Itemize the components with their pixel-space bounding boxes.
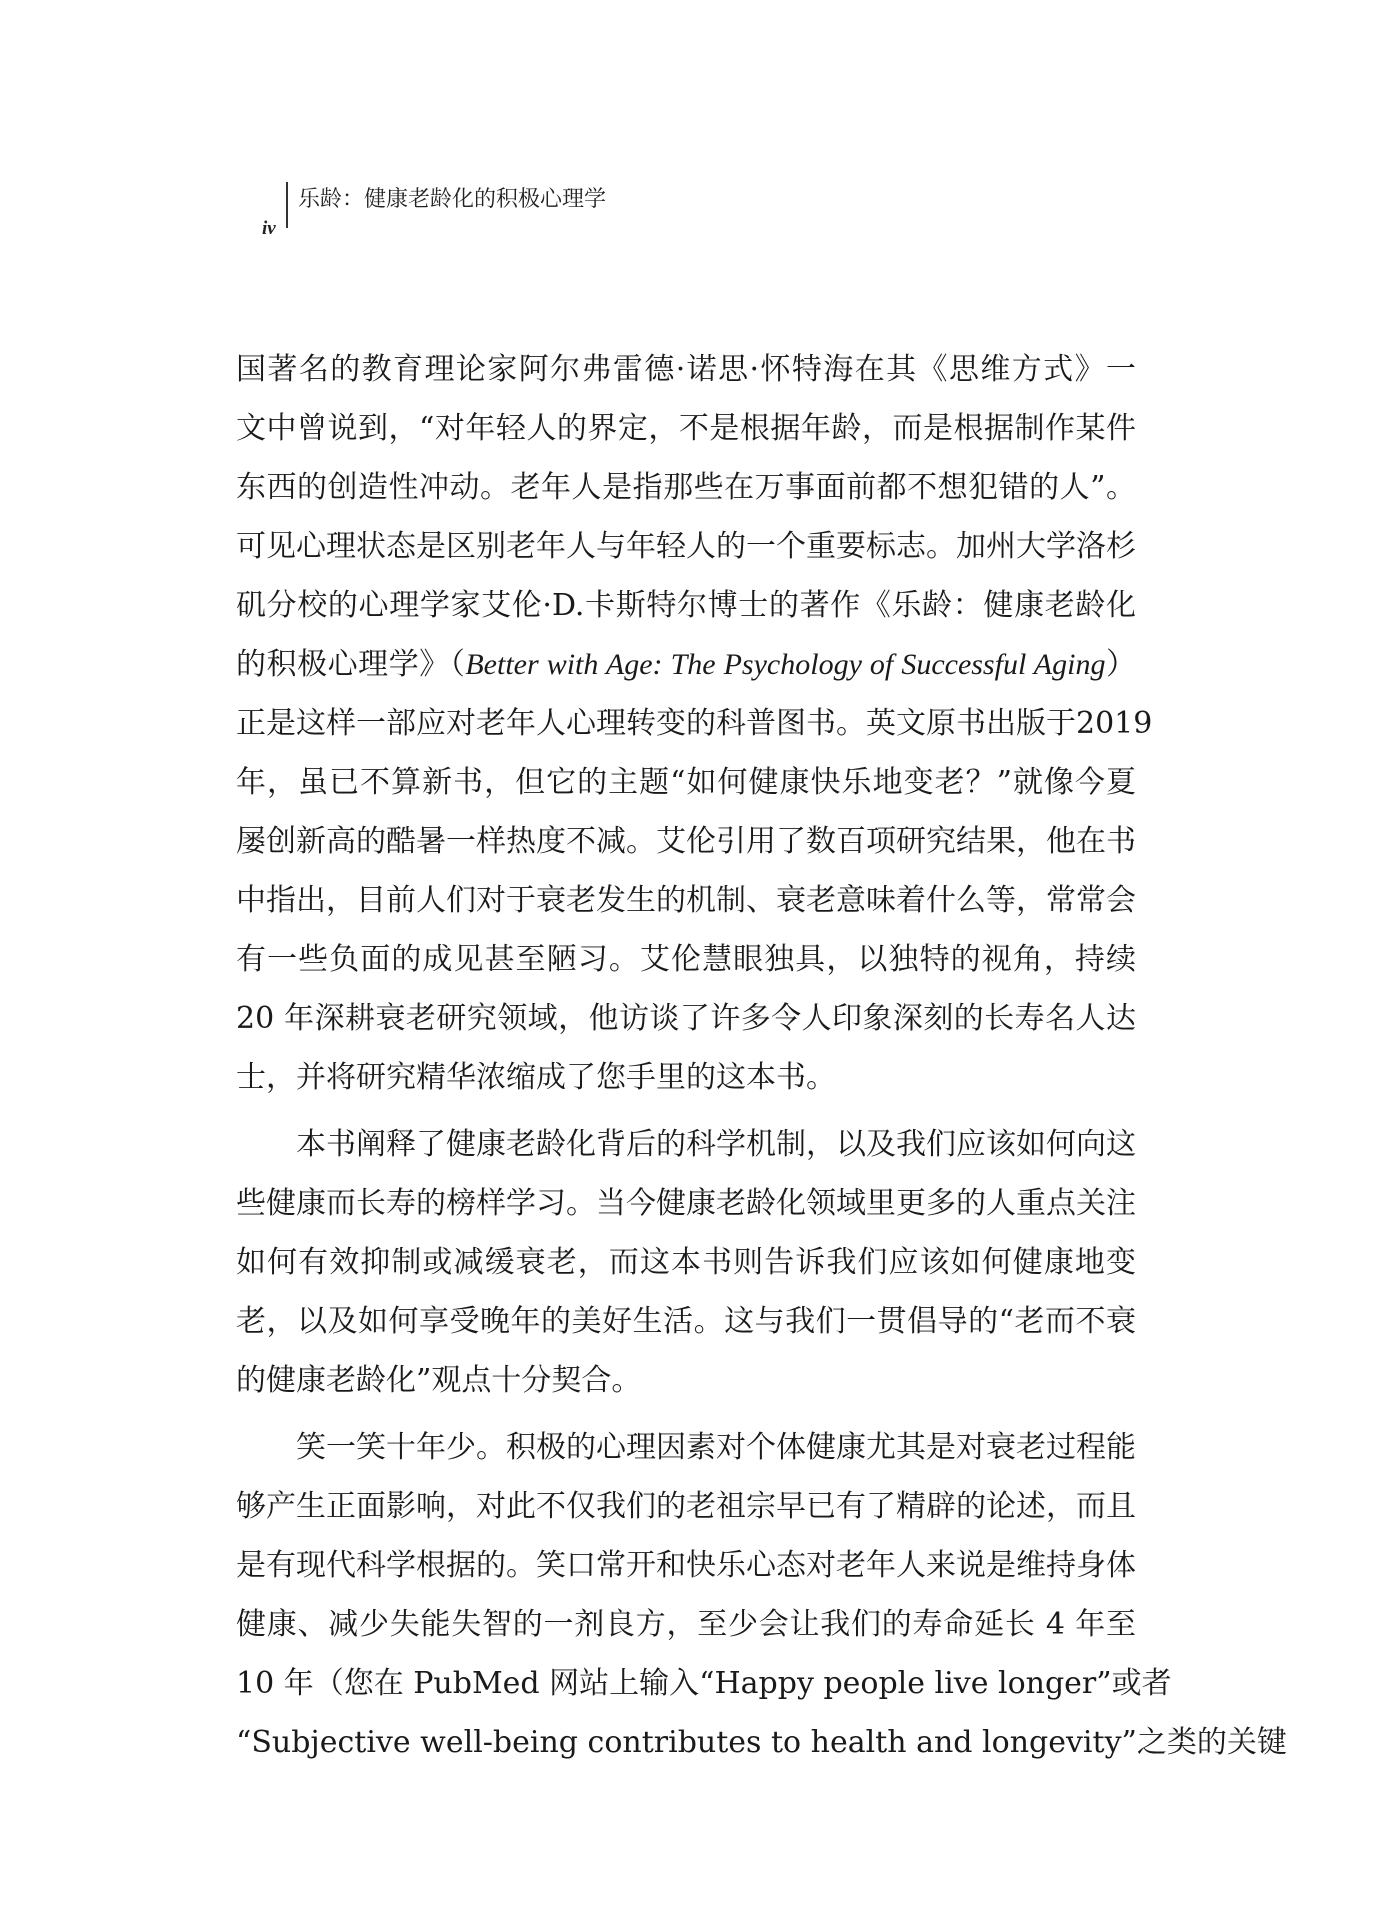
text-line: 屡创新高的酷暑一样热度不减。艾伦引用了数百项研究结果，他在书 xyxy=(236,824,1136,859)
text-line: 矶分校的心理学家艾伦·D.卡斯特尔博士的著作《乐龄：健康老龄化 xyxy=(236,588,1136,623)
page-number: iv xyxy=(262,218,276,239)
text-line: 本书阐释了健康老龄化背后的科学机制，以及我们应该如何向这 xyxy=(296,1127,1136,1162)
body-text xyxy=(236,340,1287,1772)
text-line: 老，以及如何享受晚年的美好生活。这与我们一贯倡导的“老而不衰 xyxy=(236,1304,1136,1339)
text-line: 国著名的教育理论家阿尔弗雷德·诺思·怀特海在其《思维方式》一 xyxy=(236,352,1136,387)
text-line: 正是这样一部应对老年人心理转变的科普图书。英文原书出版于2019 xyxy=(236,706,1153,741)
running-header xyxy=(262,178,762,242)
text-line: 可见心理状态是区别老年人与年轻人的一个重要标志。加州大学洛杉 xyxy=(236,529,1136,564)
running-title: 乐龄：健康老龄化的积极心理学 xyxy=(298,187,607,212)
text-line xyxy=(236,635,1136,694)
text-line: 20 年深耕衰老研究领域，他访谈了许多令人印象深刻的长寿名人达 xyxy=(236,1001,1136,1036)
text-line: “Subjective well-being contributes to health and longevity”之类的关键 xyxy=(236,1725,1287,1760)
text-line: 10 年（您在 PubMed 网站上输入“Happy people live longer”或者 xyxy=(236,1666,1172,1701)
paragraph-3 xyxy=(236,1418,1287,1772)
text-line: 健康、减少失能失智的一剂良方，至少会让我们的寿命延长 4 年至 xyxy=(236,1607,1136,1642)
text-line: 是有现代科学根据的。笑口常开和快乐心态对老年人来说是维持身体 xyxy=(236,1548,1136,1583)
paragraph-2 xyxy=(236,1115,1136,1410)
text-line: 如何有效抑制或减缓衰老，而这本书则告诉我们应该如何健康地变 xyxy=(236,1245,1136,1280)
text-segment: ） xyxy=(1105,647,1136,682)
text-line: 笑一笑十年少。积极的心理因素对个体健康尤其是对衰老过程能 xyxy=(296,1430,1136,1465)
text-line: 有一些负面的成见甚至陋习。艾伦慧眼独具，以独特的视角，持续 xyxy=(236,942,1136,977)
text-line: 年，虽已不算新书，但它的主题“如何健康快乐地变老？”就像今夏 xyxy=(236,765,1136,800)
text-line: 些健康而长寿的榜样学习。当今健康老龄化领域里更多的人重点关注 xyxy=(236,1186,1136,1221)
text-line: 东西的创造性冲动。老年人是指那些在万事面前都不想犯错的人”。 xyxy=(236,470,1136,505)
paragraph-1 xyxy=(236,340,1153,1107)
header-divider xyxy=(286,182,288,228)
text-line: 的健康老龄化”观点十分契合。 xyxy=(236,1363,642,1398)
text-line: 中指出，目前人们对于衰老发生的机制、衰老意味着什么等，常常会 xyxy=(236,883,1136,918)
text-line: 文中曾说到，“对年轻人的界定，不是根据年龄，而是根据制作某件 xyxy=(236,411,1136,446)
text-line: 够产生正面影响，对此不仅我们的老祖宗早已有了精辟的论述，而且 xyxy=(236,1489,1136,1524)
book-english-title: Better with Age: The Psychology of Successful Aging xyxy=(465,648,1106,681)
text-segment: 的积极心理学》（ xyxy=(236,647,466,682)
text-line: 士，并将研究精华浓缩成了您手里的这本书。 xyxy=(236,1060,836,1095)
